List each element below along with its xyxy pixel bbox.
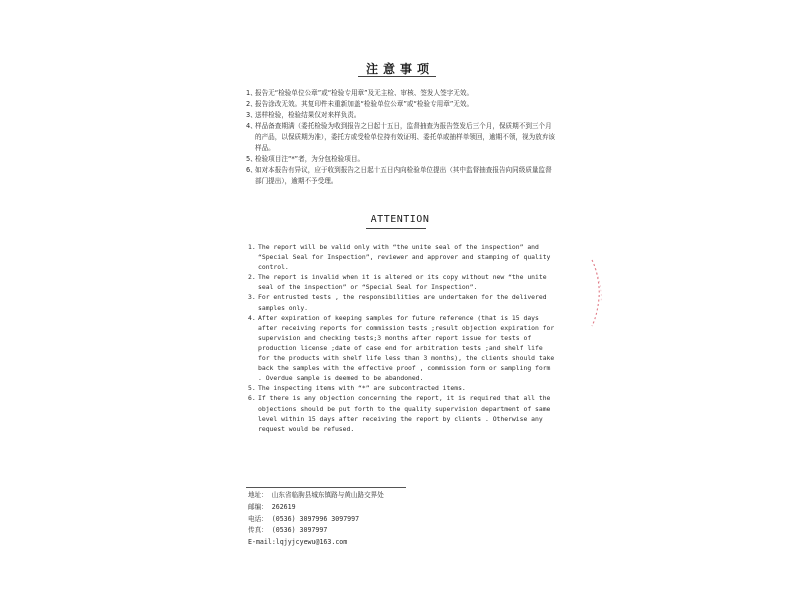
cn-notice-item — [246, 88, 556, 99]
cn-item-text: 报告涂改无效。其复印件未重新加盖“检验单位公章”或“检验专用章”无效。 — [255, 100, 474, 108]
contact-address: 地址： 山东省临朐县城东镇路与黄山路交界处 — [248, 491, 384, 499]
cn-notice-title: 注意事项 — [365, 62, 434, 76]
attention-item-number: 5. — [248, 384, 256, 393]
contact-phone: 电话： (0536) 3097996 3097997 — [248, 514, 360, 523]
cn-item-text: 如对本报告有异议，应于收到报告之日起十五日内向检验单位提出（其中监督抽查报告向同级质量监督部门提出），逾期不予受理。 — [255, 166, 552, 185]
attention-item — [248, 383, 558, 393]
cn-notice-item — [246, 154, 556, 165]
attention-list — [248, 242, 558, 434]
attention-item-number: 3. — [248, 293, 256, 302]
attention-item-number: 2. — [248, 273, 256, 282]
contact-block — [248, 490, 548, 549]
cn-item-number: 4、 — [246, 122, 257, 130]
red-seal-stamp-edge — [586, 258, 606, 328]
cn-item-number: 2、 — [246, 100, 257, 108]
cn-notice-item — [246, 121, 556, 154]
cn-item-number: 6、 — [246, 166, 257, 174]
contact-divider — [246, 487, 406, 488]
attention-item — [248, 272, 558, 292]
cn-item-number: 3、 — [246, 111, 257, 119]
attention-item-text: The report is invalid when it is altered or its copy without new “the unite seal of the inspection” or “Special Seal for Inspection”. — [258, 273, 547, 292]
attention-item-text: After expiration of keeping samples for future reference (that is 15 days after receiving reports for commission tests ;result objection expiration for supervision and checking tests;3 months after report issue for tests of production license ;date of case end for arbitration tests ;and shelf life for the products with shelf life less than 3 months), the clients should take back the samples with the effective proof , commission form or sampling form . Overdue sample is deemed to be abandoned. — [258, 313, 555, 383]
cn-notice-item — [246, 110, 556, 121]
attention-item — [248, 313, 558, 384]
cn-item-text: 报告无“检验单位公章”或“检验专用章”及无主检、审核、签发人签字无效。 — [255, 89, 474, 97]
attention-item-text: If there is any objection concerning the report, it is required that all the objections should be put forth to the quality supervision department of same level within 15 days after receiving the report by clients . Otherwise any request would be refused. — [258, 394, 551, 433]
attention-item-number: 4. — [248, 313, 256, 322]
attention-title: ATTENTION — [370, 214, 430, 225]
attention-item-text: The inspecting items with “*” are subcontracted items. — [258, 384, 466, 393]
cn-notice-item — [246, 99, 556, 110]
attention-item-number: 6. — [248, 394, 256, 403]
attention-item — [248, 292, 558, 312]
cn-item-text: 样品备查期满（委托检验为收到报告之日起十五日，监督抽查为报告签发后三个月，保质期不到三个月的产品，以保质期为准），委托方或受检单位持有效证明、委托单或抽样单领回，逾期不领，视为放弃该样品。 — [255, 122, 556, 152]
attention-item — [248, 393, 558, 433]
cn-item-number: 1、 — [246, 89, 257, 97]
cn-notice-list — [246, 88, 556, 187]
attention-title-underline — [366, 228, 426, 229]
attention-item-text: For entrusted tests , the responsibilities are undertaken for the delivered samples only. — [258, 293, 547, 312]
attention-item — [248, 242, 558, 272]
cn-item-text: 送样检验，检验结果仅对来样负责。 — [255, 111, 361, 119]
cn-title-underline — [358, 76, 436, 77]
cn-notice-item — [246, 165, 556, 187]
attention-item-text: The report will be valid only with “the unite seal of the inspection” and “Special Seal for Inspection”, reviewer and approver and stamping of quality control. — [258, 243, 551, 272]
cn-item-text: 检验项目注“*”者，为分包检验项目。 — [255, 155, 365, 163]
contact-email: E-mail:lqjyjcyewu@163.com — [248, 538, 348, 547]
cn-item-number: 5、 — [246, 155, 257, 163]
contact-fax: 传真： (0536) 3097997 — [248, 526, 328, 535]
attention-item-number: 1. — [248, 243, 256, 251]
contact-postcode: 邮编： 262619 — [248, 502, 296, 511]
